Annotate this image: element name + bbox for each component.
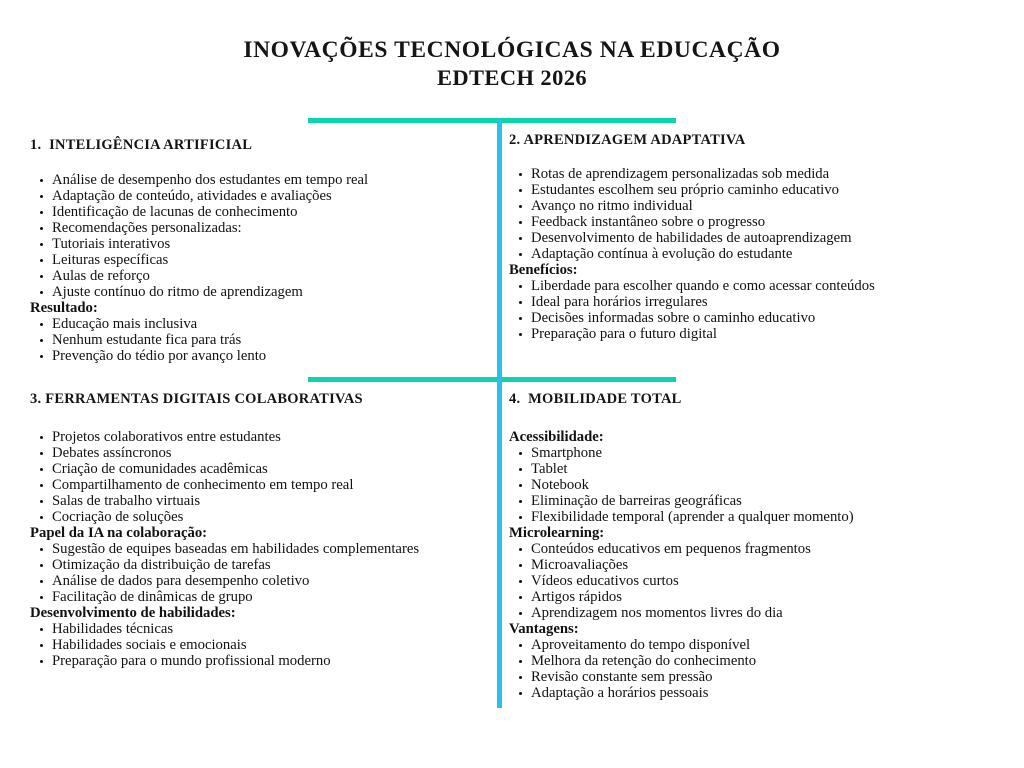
list-item: Eliminação de barreiras geográficas: [509, 493, 979, 509]
group-label: Acessibilidade:: [509, 429, 604, 445]
list-item: Tablet: [509, 461, 979, 477]
list-item: Sugestão de equipes baseadas em habilidades complementares: [30, 541, 490, 557]
section-body: [30, 429, 490, 669]
list-item: Projetos colaborativos entre estudantes: [30, 429, 490, 445]
bullet-list: [509, 541, 979, 621]
list-item: Rotas de aprendizagem personalizadas sob medida: [509, 166, 979, 182]
divider-vertical-center: [497, 120, 502, 708]
section-inteligencia-artificial: [30, 136, 480, 364]
list-item: Recomendações personalizadas:: [30, 220, 480, 236]
list-item: Notebook: [509, 477, 979, 493]
list-item: Ideal para horários irregulares: [509, 294, 979, 310]
list-item: Microavaliações: [509, 557, 979, 573]
title-line-secondary: EDTECH 2026: [436, 65, 588, 90]
list-item: Adaptação contínua à evolução do estudante: [509, 246, 979, 262]
list-item: Prevenção do tédio por avanço lento: [30, 348, 480, 364]
section-ferramentas-digitais-colaborativas: [30, 390, 490, 669]
list-item: Vídeos educativos curtos: [509, 573, 979, 589]
section-body: [509, 429, 979, 701]
section-mobilidade-total: [509, 390, 979, 701]
group-label: Resultado:: [30, 300, 98, 316]
list-item: Compartilhamento de conhecimento em tempo real: [30, 477, 490, 493]
list-item: Habilidades sociais e emocionais: [30, 637, 490, 653]
list-item: Feedback instantâneo sobre o progresso: [509, 214, 979, 230]
bullet-list: [509, 278, 979, 342]
list-item: Revisão constante sem pressão: [509, 669, 979, 685]
list-item: Educação mais inclusiva: [30, 316, 480, 332]
list-item: Flexibilidade temporal (aprender a qualquer momento): [509, 509, 979, 525]
section-body: [30, 172, 480, 364]
list-item: Artigos rápidos: [509, 589, 979, 605]
list-item: Estudantes escolhem seu próprio caminho educativo: [509, 182, 979, 198]
list-item: Tutoriais interativos: [30, 236, 480, 252]
list-item: Conteúdos educativos em pequenos fragmentos: [509, 541, 979, 557]
bullet-list: [509, 166, 979, 262]
list-item: Avanço no ritmo individual: [509, 198, 979, 214]
section-heading: 2. APRENDIZAGEM ADAPTATIVA: [509, 132, 746, 148]
list-item: Ajuste contínuo do ritmo de aprendizagem: [30, 284, 480, 300]
bullet-list: [30, 172, 480, 300]
list-item: Debates assíncronos: [30, 445, 490, 461]
list-item: Otimização da distribuição de tarefas: [30, 557, 490, 573]
group-label: Vantagens:: [509, 621, 579, 637]
list-item: Facilitação de dinâmicas de grupo: [30, 589, 490, 605]
list-item: Análise de dados para desempenho coletivo: [30, 573, 490, 589]
list-item: Aproveitamento do tempo disponível: [509, 637, 979, 653]
divider-horizontal-top: [308, 118, 676, 123]
group-label: Benefícios:: [509, 262, 578, 278]
list-item: Cocriação de soluções: [30, 509, 490, 525]
section-heading: 4. MOBILIDADE TOTAL: [509, 391, 682, 407]
list-item: Salas de trabalho virtuais: [30, 493, 490, 509]
list-item: Identificação de lacunas de conhecimento: [30, 204, 480, 220]
section-heading: 1. INTELIGÊNCIA ARTIFICIAL: [30, 137, 253, 153]
page-title: [0, 36, 1024, 91]
section-body: [509, 166, 979, 342]
list-item: Melhora da retenção do conhecimento: [509, 653, 979, 669]
group-label: Papel da IA na colaboração:: [30, 525, 208, 541]
list-item: Habilidades técnicas: [30, 621, 490, 637]
section-aprendizagem-adaptativa: [509, 131, 979, 342]
bullet-list: [509, 637, 979, 701]
list-item: Aprendizagem nos momentos livres do dia: [509, 605, 979, 621]
bullet-list: [30, 429, 490, 525]
title-line-primary: INOVAÇÕES TECNOLÓGICAS NA EDUCAÇÃO: [243, 37, 781, 63]
list-item: Análise de desempenho dos estudantes em tempo real: [30, 172, 480, 188]
bullet-list: [509, 445, 979, 525]
list-item: Preparação para o futuro digital: [509, 326, 979, 342]
list-item: Adaptação a horários pessoais: [509, 685, 979, 701]
group-label: Desenvolvimento de habilidades:: [30, 605, 236, 621]
list-item: Smartphone: [509, 445, 979, 461]
list-item: Decisões informadas sobre o caminho educativo: [509, 310, 979, 326]
list-item: Leituras específicas: [30, 252, 480, 268]
bullet-list: [30, 621, 490, 669]
bullet-list: [30, 541, 490, 605]
list-item: Aulas de reforço: [30, 268, 480, 284]
list-item: Criação de comunidades acadêmicas: [30, 461, 490, 477]
list-item: Preparação para o mundo profissional moderno: [30, 653, 490, 669]
list-item: Liberdade para escolher quando e como acessar conteúdos: [509, 278, 979, 294]
group-label: Microlearning:: [509, 525, 605, 541]
list-item: Adaptação de conteúdo, atividades e avaliações: [30, 188, 480, 204]
list-item: Desenvolvimento de habilidades de autoaprendizagem: [509, 230, 979, 246]
section-heading: 3. FERRAMENTAS DIGITAIS COLABORATIVAS: [30, 391, 363, 407]
list-item: Nenhum estudante fica para trás: [30, 332, 480, 348]
bullet-list: [30, 316, 480, 364]
divider-horizontal-middle: [308, 377, 676, 382]
